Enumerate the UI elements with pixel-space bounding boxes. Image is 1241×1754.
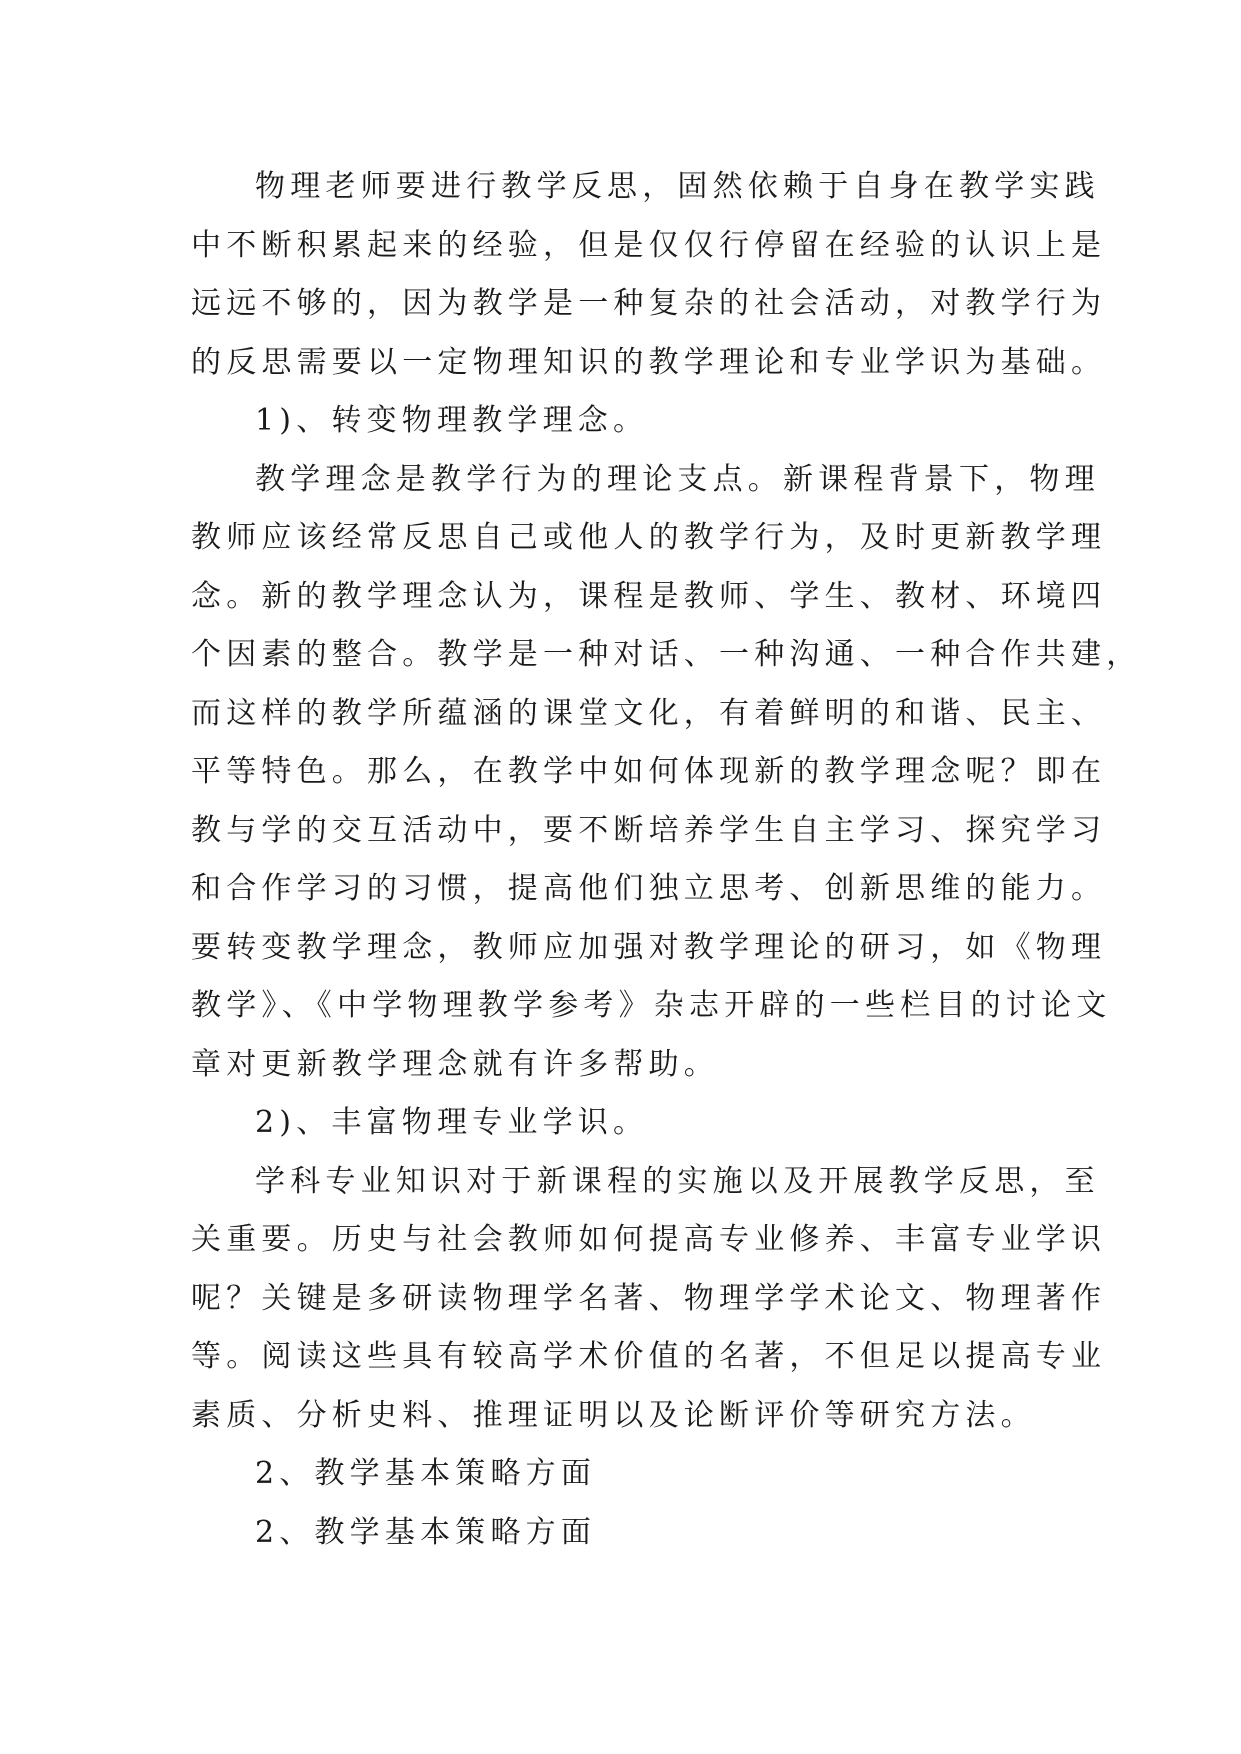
text-line: 呢？关键是多研读物理学名著、物理学学术论文、物理著作 <box>191 1280 1107 1316</box>
text-line: 念。新的教学理念认为，课程是教师、学生、教材、环境四 <box>191 578 1107 614</box>
text-line: 物理老师要进行教学反思，固然依赖于自身在教学实践 <box>255 169 1100 204</box>
text-line: 平等特色。那么，在教学中如何体现新的教学理念呢？即在 <box>191 754 1107 789</box>
text-line: 个因素的整合。教学是一种对话、一种沟通、一种合作共建， <box>191 637 1142 672</box>
text-line: 远远不够的，因为教学是一种复杂的社会活动，对教学行为 <box>191 286 1107 321</box>
text-line: 教学》、《中学物理教学参考》杂志开辟的一些栏目的讨论文 <box>191 988 1112 1023</box>
text-line: 而这样的教学所蕴涵的课堂文化，有着鲜明的和谐、民主、 <box>191 695 1107 731</box>
text-line: 关重要。历史与社会教师如何提高专业修养、丰富专业学识 <box>191 1222 1107 1257</box>
text-line: 章对更新教学理念就有许多帮助。 <box>191 1046 719 1082</box>
text-line: 素质、分析史料、推理证明以及论断评价等研究方法。 <box>191 1397 1036 1433</box>
text-line: 1)、转变物理教学理念。 <box>255 403 649 438</box>
text-line: 和合作学习的习惯，提高他们独立思考、创新思维的能力。 <box>191 871 1107 906</box>
text-line: 2、教学基本策略方面 <box>255 1456 597 1491</box>
text-line: 教与学的交互活动中，要不断培养学生自主学习、探究学习 <box>191 812 1107 848</box>
text-line: 的反思需要以一定物理知识的教学理论和专业学识为基础。 <box>191 344 1107 380</box>
text-line: 教师应该经常反思自己或他人的教学行为，及时更新教学理 <box>191 520 1107 555</box>
text-line: 2、教学基本策略方面 <box>255 1514 597 1550</box>
text-line: 学科专业知识对于新课程的实施以及开展教学反思，至 <box>255 1163 1100 1199</box>
text-line: 要转变教学理念，教师应加强对教学理论的研习，如《物理 <box>191 929 1107 965</box>
text-line: 教学理念是教学行为的理论支点。新课程背景下，物理 <box>255 461 1100 497</box>
document-body <box>191 158 1142 1562</box>
text-line: 中不断积累起来的经验，但是仅仅行停留在经验的认识上是 <box>191 227 1107 263</box>
text-line: 2)、丰富物理专业学识。 <box>255 1105 649 1140</box>
text-line: 等。阅读这些具有较高学术价值的名著，不但足以提高专业 <box>191 1339 1107 1374</box>
